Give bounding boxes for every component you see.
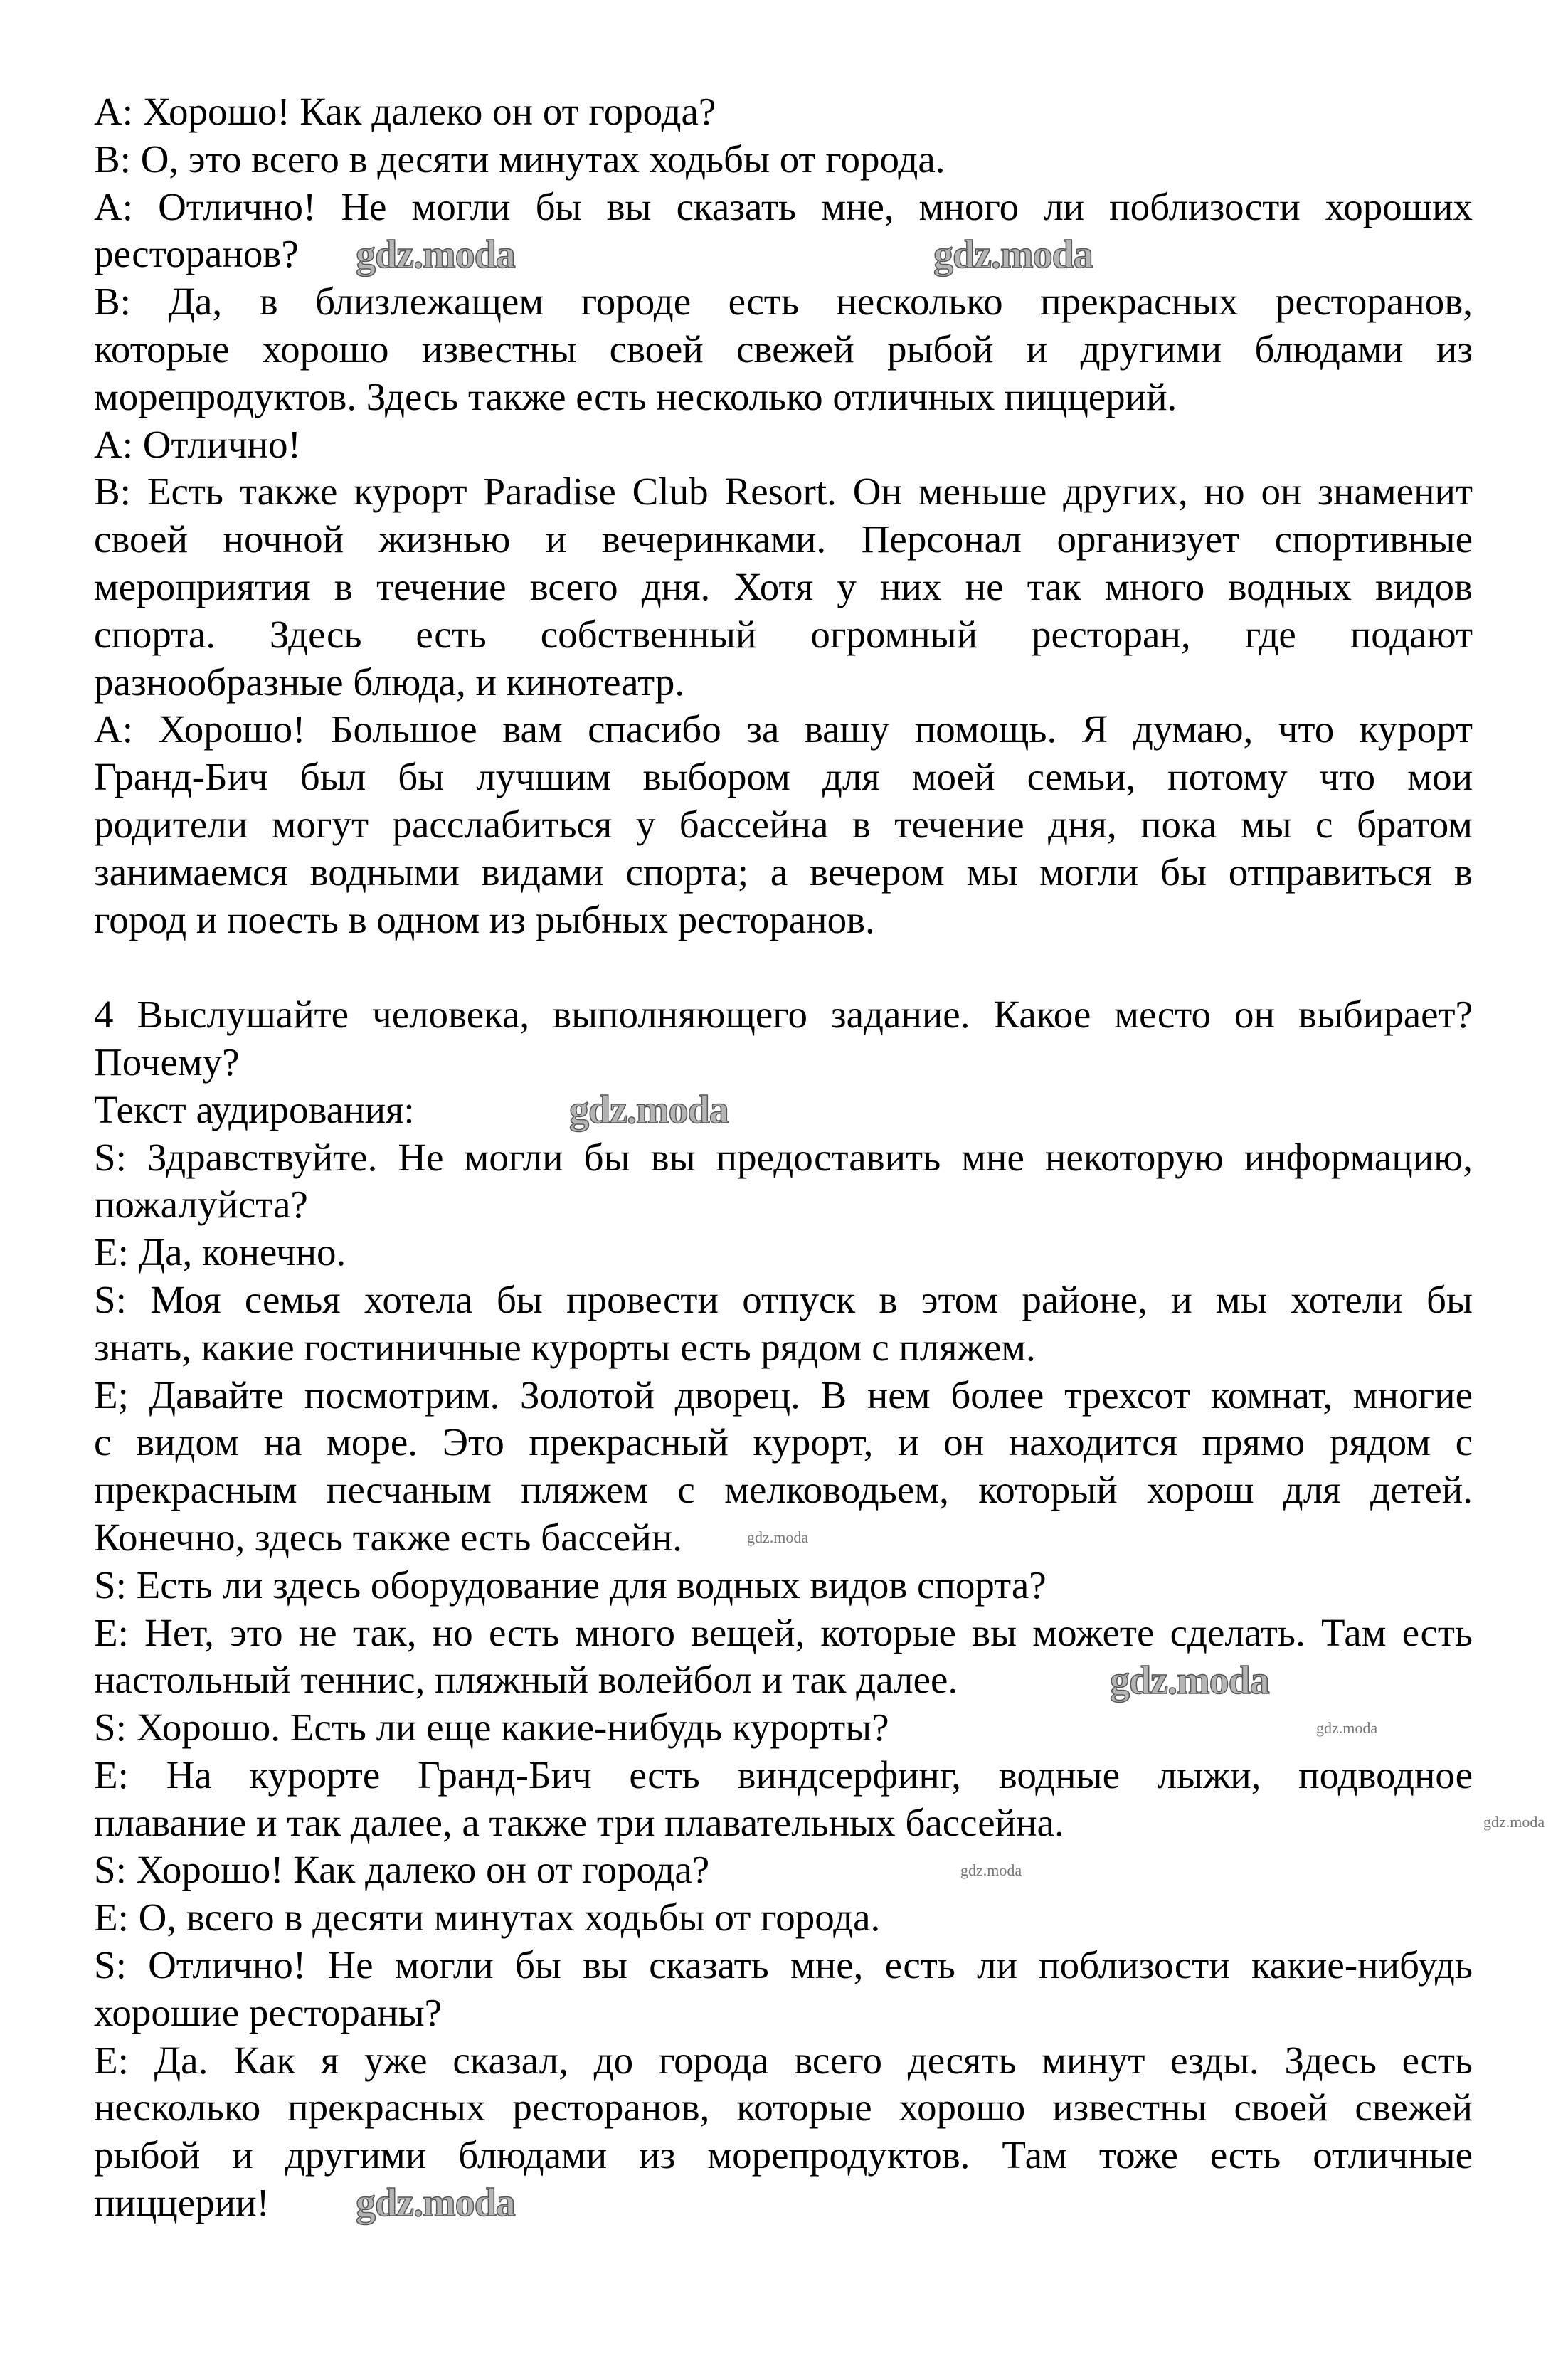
text-line: несколько прекрасных ресторанов, которые хорошо известны своей свежей [94, 2085, 1473, 2130]
text-line: с видом на море. Это прекрасный курорт, и он находится прямо рядом с [94, 1420, 1473, 1464]
text-line: настольный теннис, пляжный волейбол и так далее. [94, 1658, 958, 1702]
text-line: ресторанов? [94, 232, 299, 276]
text-line: S: Хорошо! Как далеко он от города? [94, 1848, 710, 1892]
text-line: Почему? [94, 1040, 240, 1084]
text-line: B: Да, в близлежащем городе есть несколько прекрасных ресторанов, [94, 280, 1473, 324]
watermark: gdz.moda [356, 233, 515, 277]
watermark: gdz.moda [960, 1861, 1022, 1879]
text-line: разнообразные блюда, и кинотеатр. [94, 660, 685, 704]
text-line: Конечно, здесь также есть бассейн. [94, 1515, 683, 1559]
text-line: E: Да. Как я уже сказал, до города всего десять минут езды. Здесь есть [94, 2038, 1473, 2082]
text-line: E; Давайте посмотрим. Золотой дворец. В нем более трехсот комнат, многие [94, 1373, 1473, 1417]
text-line: A: Отлично! Не могли бы вы сказать мне, много ли поблизости хороших [94, 184, 1473, 228]
text-line: знать, какие гостиничные курорты есть рядом с пляжем. [94, 1325, 1036, 1369]
watermark: gdz.moda [933, 233, 1093, 277]
text-line: S: Моя семья хотела бы провести отпуск в этом районе, и мы хотели бы [94, 1277, 1473, 1321]
text-line: своей ночной жизнью и вечеринками. Персонал организует спортивные [94, 517, 1473, 561]
text-line: B: Есть также курорт Paradise Club Resort. Он меньше других, но он знаменит [94, 470, 1473, 514]
watermark: gdz.moda [1483, 1813, 1545, 1831]
text-line: рыбой и другими блюдами из морепродуктов. Там тоже есть отличные [94, 2133, 1473, 2177]
watermark: gdz.moda [747, 1528, 809, 1546]
text-line: мероприятия в течение всего дня. Хотя у них не так много водных видов [94, 564, 1473, 608]
text-line: Текст аудирования: [94, 1087, 415, 1131]
text-line: A: Хорошо! Большое вам спасибо за вашу помощь. Я думаю, что курорт [94, 707, 1473, 751]
text-line: спорта. Здесь есть собственный огромный ресторан, где подают [94, 612, 1473, 656]
watermark: gdz.moda [356, 2181, 515, 2225]
watermark: gdz.moda [1316, 1719, 1378, 1737]
text-line: E: Да, конечно. [94, 1230, 346, 1274]
text-line: S: Хорошо. Есть ли еще какие-нибудь курорты? [94, 1706, 889, 1750]
text-line: прекрасным песчаным пляжем с мелководьем, который хорош для детей. [94, 1468, 1473, 1512]
text-line: плавание и так далее, а также три плавательных бассейна. [94, 1800, 1064, 1844]
text-line: которые хорошо известны своей свежей рыбой и другими блюдами из [94, 327, 1473, 371]
document-page [94, 88, 1473, 2227]
text-line: S: Отлично! Не могли бы вы сказать мне, есть ли поблизости какие-нибудь [94, 1943, 1473, 1987]
text-line: E: О, всего в десяти минутах ходьбы от города. [94, 1895, 881, 1940]
text-line: A: Отлично! [94, 422, 301, 466]
text-line: S: Есть ли здесь оборудование для водных видов спорта? [94, 1563, 1047, 1607]
text-line: S: Здравствуйте. Не могли бы вы предоставить мне некоторую информацию, [94, 1135, 1473, 1179]
text-line: A: Хорошо! Как далеко он от города? [94, 90, 716, 133]
text-line: хорошие рестораны? [94, 1990, 443, 2034]
watermark: gdz.moda [1110, 1659, 1269, 1703]
text-line: пиццерии! [94, 2181, 270, 2225]
text-line: занимаемся водными видами спорта; а вечером мы могли бы отправиться в [94, 850, 1473, 894]
watermark: gdz.moda [569, 1088, 729, 1132]
text-line: E: Нет, это не так, но есть много вещей, которые вы можете сделать. Там есть [94, 1610, 1473, 1654]
text-line: B: О, это всего в десяти минутах ходьбы от города. [94, 137, 945, 181]
text-line: морепродуктов. Здесь также есть несколько отличных пиццерий. [94, 374, 1177, 418]
text-line: город и поесть в одном из рыбных ресторанов. [94, 897, 875, 941]
text-line: Гранд-Бич был бы лучшим выбором для моей семьи, потому что мои [94, 755, 1473, 799]
text-line: пожалуйста? [94, 1183, 308, 1227]
text-line: E: На курорте Гранд-Бич есть виндсерфинг, водные лыжи, подводное [94, 1752, 1473, 1797]
text-line: родители могут расслабиться у бассейна в течение дня, пока мы с братом [94, 802, 1473, 846]
text-line: 4 Выслушайте человека, выполняющего задание. Какое место он выбирает? [94, 993, 1473, 1037]
